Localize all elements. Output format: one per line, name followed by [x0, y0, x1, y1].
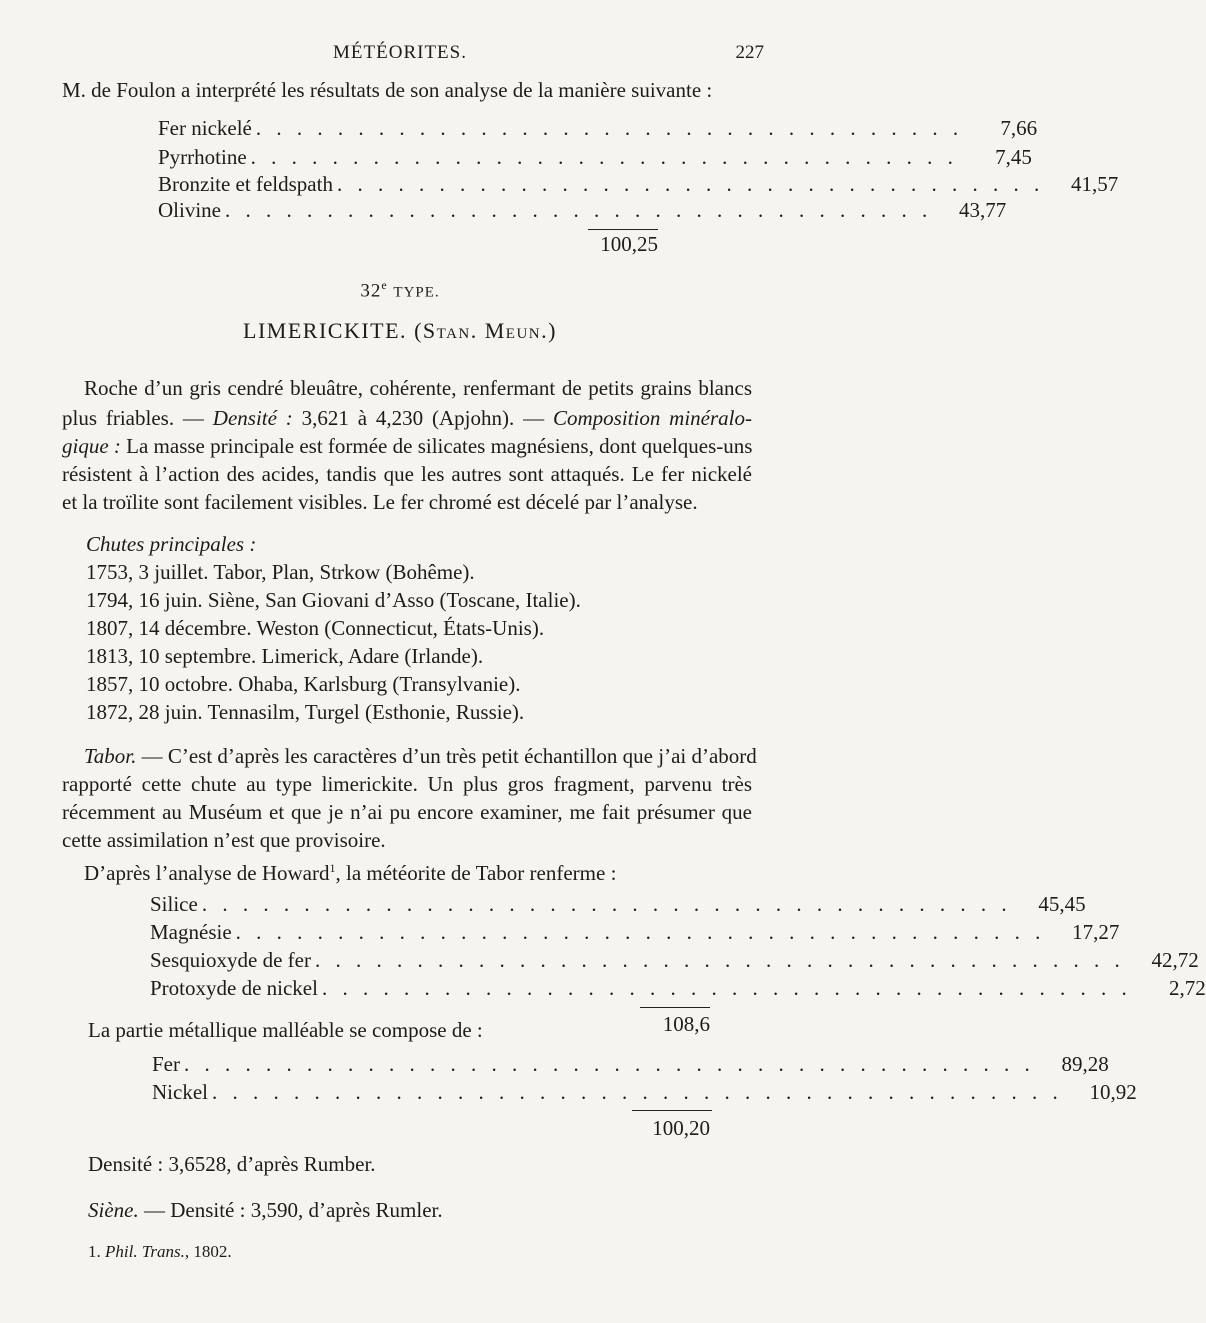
row-label: Fer nickelé: [158, 116, 252, 140]
row-label: Silice: [150, 892, 198, 916]
sum-total: 100,20: [652, 1116, 710, 1140]
tabor-line: cette assimilation n’est que provisoire.: [62, 828, 386, 852]
fall-item: 1813, 10 septembre. Limerick, Adare (Irlande).: [86, 644, 484, 668]
row-label: Bronzite et feldspath: [158, 172, 333, 196]
row-label: Protoxyde de nickel: [150, 976, 318, 1000]
analysis-row: [150, 948, 1199, 973]
footnote: [88, 1242, 232, 1262]
fall-item: 1857, 10 octobre. Ohaba, Karlsburg (Transylvanie).: [86, 672, 521, 696]
leader-dots: . . . . . . . . . . . . . . . . . . . . . . . . . . . . . . . . . . .: [225, 198, 933, 222]
density-line: Densité : 3,6528, d’après Rumber.: [88, 1152, 376, 1176]
leader-dots: . . . . . . . . . . . . . . . . . . . . . . . . . . . . . . . . . . . . . . . . . .: [211, 1080, 1063, 1104]
analysis-row: [158, 198, 1007, 223]
footnote-source: Phil. Trans.: [105, 1242, 185, 1261]
fall-item: 1794, 16 juin. Siène, San Giovani d’Asso (Toscane, Italie).: [86, 588, 581, 612]
row-value: 17,27: [1072, 920, 1120, 944]
row-value: 7,66: [1000, 116, 1038, 140]
leader-dots: . . . . . . . . . . . . . . . . . . . . . . . . . . . . . . . . . . . . . . . .: [321, 976, 1132, 1000]
analysis-row: [150, 920, 1120, 945]
type-number: 32: [360, 280, 382, 302]
tabor-line: Tabor. — C’est d’après les caractères d’un très petit échantillon que j’ai d’abord: [84, 744, 757, 768]
analysis-row: [152, 1052, 1109, 1077]
row-label: Fer: [152, 1052, 180, 1076]
leader-dots: . . . . . . . . . . . . . . . . . . . . . . . . . . . . . . . . . . .: [250, 145, 958, 169]
section-author: (Stan. Meun.): [414, 318, 557, 343]
leader-dots: . . . . . . . . . . . . . . . . . . . . . . . . . . . . . . . . . . . . . . . .: [201, 892, 1012, 916]
running-head: MÉTÉORITES.: [333, 42, 467, 63]
row-value: 2,72: [1168, 976, 1206, 1000]
metal-intro: La partie métallique malléable se compose de :: [88, 1018, 483, 1042]
falls-heading: Chutes principales :: [86, 532, 257, 556]
row-value: 42,72: [1151, 948, 1199, 972]
analysis-row: [158, 145, 1032, 170]
leader-dots: . . . . . . . . . . . . . . . . . . . . . . . . . . . . . . . . . . . . . . . .: [235, 920, 1046, 944]
analysis-row: [152, 1080, 1137, 1105]
leader-dots: . . . . . . . . . . . . . . . . . . . . . . . . . . . . . . . . . . . . . . . . . .: [184, 1052, 1035, 1076]
description-line: et la troïlite sont facilement visibles. Le fer chromé est décelé par l’analyse.: [62, 490, 698, 514]
tabor-line: D’après l’analyse de Howard$^1$, la météorite de Tabor renferme :: [84, 861, 617, 885]
type-heading: [0, 278, 800, 302]
sum-total: 100,25: [600, 232, 658, 256]
leader-dots: . . . . . . . . . . . . . . . . . . . . . . . . . . . . . . . . . . . . . . . .: [314, 948, 1125, 972]
row-value: 10,92: [1089, 1080, 1137, 1104]
sum-total: 108,6: [662, 1012, 710, 1036]
analysis-row: [158, 172, 1119, 197]
type-word: TYPE.: [393, 284, 440, 301]
description-line: plus friables. — Densité : 3,621 à 4,230 (Apjohn). — Composition minéralo-: [62, 406, 752, 430]
leader-dots: . . . . . . . . . . . . . . . . . . . . . . . . . . . . . . . . . . .: [255, 116, 964, 140]
sum-rule: [588, 229, 658, 230]
sum-rule: [640, 1007, 710, 1008]
footnote-year: , 1802.: [184, 1242, 232, 1261]
intro-paragraph: M. de Foulon a interprété les résultats de son analyse de la manière suivante :: [62, 78, 713, 102]
tabor-line: rapporté cette chute au type limerickite. Un plus gros fragment, parvenu très: [62, 772, 752, 796]
row-value: 43,77: [959, 198, 1007, 222]
section-name: LIMERICKITE.: [243, 318, 408, 343]
description-line: gique : La masse principale est formée de silicates magnésiens, dont quelques-uns: [62, 434, 753, 458]
row-value: 7,45: [995, 145, 1032, 169]
tabor-line: récemment au Muséum et que je n’ai pu encore examiner, me fait présumer que: [62, 800, 752, 824]
page-number: 227: [735, 42, 764, 63]
row-label: Pyrrhotine: [158, 145, 247, 169]
fall-item: 1872, 28 juin. Tennasilm, Turgel (Esthonie, Russie).: [86, 700, 525, 724]
row-label: Olivine: [158, 198, 221, 222]
analysis-row: [150, 976, 1206, 1001]
row-value: 89,28: [1061, 1052, 1109, 1076]
description-line: résistent à l’action des acides, tandis que les autres sont attaqués. Le fer nickelé: [62, 462, 752, 486]
sum-rule: [632, 1110, 712, 1111]
leader-dots: . . . . . . . . . . . . . . . . . . . . . . . . . . . . . . . . . . .: [336, 172, 1045, 196]
row-label: Nickel: [152, 1080, 208, 1104]
footnote-number: 1.: [88, 1242, 101, 1261]
analysis-row: [158, 116, 1038, 141]
fall-item: 1753, 3 juillet. Tabor, Plan, Strkow (Bohême).: [86, 560, 475, 584]
fall-item: 1807, 14 décembre. Weston (Connecticut, États-Unis).: [86, 616, 545, 640]
footnote-ref: 1: [329, 861, 336, 875]
description-line: Roche d’un gris cendré bleuâtre, cohérente, renfermant de petits grains blancs: [84, 376, 752, 400]
row-value: 41,57: [1070, 172, 1119, 196]
row-label: Sesquioxyde de fer: [150, 948, 311, 972]
siene-line: Siène. — Densité : 3,590, d’après Rumler.: [88, 1198, 443, 1222]
type-ordinal: e: [381, 278, 388, 292]
row-label: Magnésie: [150, 920, 232, 944]
analysis-row: [150, 892, 1086, 917]
row-value: 45,45: [1038, 892, 1086, 916]
section-title: [0, 318, 800, 344]
